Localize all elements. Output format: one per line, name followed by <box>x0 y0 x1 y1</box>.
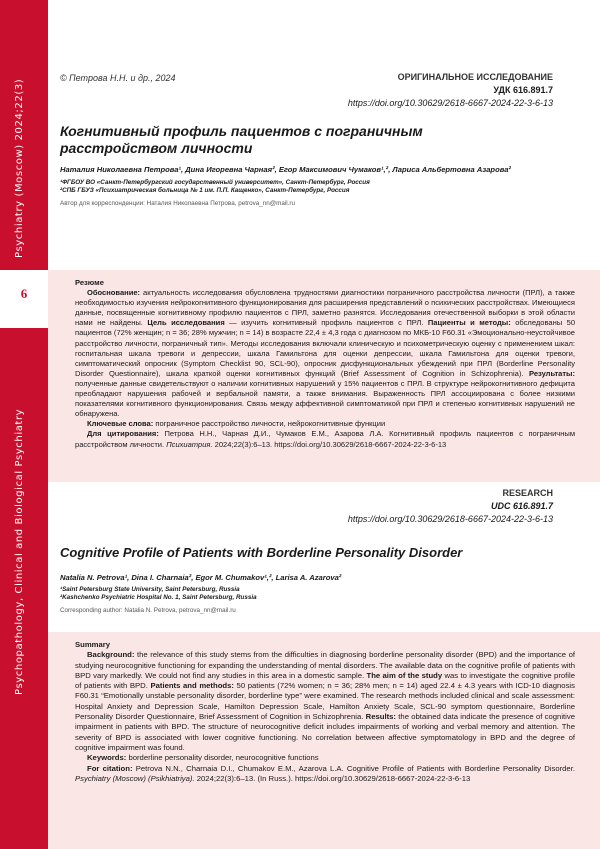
citation-text-en: Petrova N.N., Charnaia D.I., Chumakov E.M., Azarova L.A. Cognitive Profile of Patients with Borderline Personality Disorder. <box>132 763 575 773</box>
keywords-text-en: borderline personality disorder, neurocognitive functions <box>126 753 319 763</box>
results-label-en: Results: <box>365 712 396 722</box>
affiliation-1-en: ¹Saint Petersburg State University, Saint Petersburg, Russia <box>60 586 240 593</box>
aim-label-en: The aim of the study <box>366 670 443 680</box>
citation-rest-en: 2024;22(3):6–13. (In Russ.). https://doi.org/10.30629/2618-6667-2024-22-3-6-13 <box>194 773 471 783</box>
citation-label-ru: Для цитирования: <box>87 429 159 439</box>
title-ru-line2: расстройством личности <box>60 140 253 156</box>
background-text-en: the relevance of this study stems from the difficulties in diagnosing borderline personality disorder (BPD) and the importance of studying neurocognitive functioning for expanding the understanding of mental disorders. The available data on the cognitive profile of patients with BPD vary markedly. We could not find any studies in this area in a domestic sample. <box>75 650 575 680</box>
aim-text-ru: — изучить когнитивный профиль пациентов с ПРЛ. <box>224 318 428 328</box>
citation-ru <box>75 429 575 449</box>
citation-rest-ru: 2024;22(3):6–13. https://doi.org/10.30629/2618-6667-2024-22-3-6-13 <box>212 439 447 449</box>
citation-label-en: For citation: <box>87 763 133 773</box>
authors-ru: Наталия Николаевна Петрова¹, Дина Игоревна Чарная², Егор Максимович Чумаков¹,², Лариса Альбертовна Азарова² <box>60 165 511 174</box>
methods-text-ru: обследованы 50 пациентов (72% женщин; n = 36; 28% мужчин; n = 14) в возрасте 22,4 ± 4,3 года с диагнозом по МКБ-10 F60.31 «Эмоционально-неустойчивое расстройство личности, пограничный тип». Методы исследования включали клиническую и психометрическую оценку с применением шкал: госпитальная шкала тревоги и депрессии, шкала Гамильтона для оценки депрессии, шкала Гамильтона для оценки тревоги, симптоматический опросник (Symptom Checklist 90, SCL-90), опросник дисфункциональных убеждений при ПРЛ (Borderline Personality Disorder Questionnaire), шкала краткой оценки когнитивных функций (Brief Assessment of Cognition in Schizophrenia). <box>75 318 576 378</box>
methods-text-en: 50 patients (72% women; n = 36; 28% men; n = 14) aged 22.4 ± 4.3 years with ICD-10 diagnosis F60.31 “Emotionally unstable personality disorder, borderline type” were examined. The research methods included clinical and scale assessment: Hospital Anxiety and Depression Scale, Hamilton Depression Scale, Hamilton Anxiety Scale, SCL-90 symptom questionnaire, Borderline Personality Disorder Questionnaire, Brief Assessment of Cognition in Schizophrenia. <box>75 681 575 722</box>
citation-journal-ru: Психиатрия. <box>166 439 213 449</box>
results-label-ru: Результаты: <box>528 368 575 378</box>
udk-ru: УДК 616.891.7 <box>493 85 553 95</box>
title-ru-line1: Когнитивный профиль пациентов с пограничным <box>60 123 423 139</box>
keywords-ru <box>75 419 575 429</box>
abstract-ru <box>75 278 575 450</box>
article-type-ru: ОРИГИНАЛЬНОЕ ИССЛЕДОВАНИЕ <box>397 72 553 82</box>
keywords-en <box>75 753 575 763</box>
title-ru <box>60 123 520 157</box>
abstract-en <box>75 640 575 784</box>
corresponding-author-ru: Автор для корреспонденции: Наталия Николаевна Петрова, petrova_nn@mail.ru <box>60 200 296 207</box>
background-label-en: Background: <box>87 650 135 660</box>
methods-label-en: Patients and methods: <box>150 681 234 691</box>
udc-en: UDC 616.891.7 <box>490 501 553 511</box>
citation-text-ru: Петрова Н.Н., Чарная Д.И., Чумаков Е.М., Азарова Л.А. Когнитивный профиль пациентов с пограничным расстройством личности. <box>75 429 576 449</box>
copyright: © Петрова Н.Н. и др., 2024 <box>60 73 176 83</box>
page-number: 6 <box>20 286 28 301</box>
title-en: Cognitive Profile of Patients with Borderline Personality Disorder <box>60 545 463 560</box>
results-text-en: the obtained data indicate the presence of cognitive impairment in patients with BPD. The structure of neurocognitive deficit includes impairments of working and verbal memory and attention. The severity of BPD is associated with lower cognitive functioning. No correlation between affective symptomatology in BPD and the degree of cognitive impairment was found. <box>75 712 576 752</box>
aim-text-en: was to investigate the cognitive profile of patients with BPD. <box>75 670 575 691</box>
affiliation-2-en: ²Kashchenko Psychiatric Hospital No. 1, Saint Petersburg, Russia <box>60 594 257 601</box>
methods-label-ru: Пациенты и методы: <box>427 318 511 328</box>
keywords-text-ru: пограничное расстройство личности, нейрокогнитивные функции <box>153 419 386 429</box>
abstract-ru-body <box>75 288 575 419</box>
citation-en <box>75 764 575 785</box>
abstract-en-body <box>75 650 575 753</box>
doi-ru-link[interactable]: https://doi.org/10.30629/2618-6667-2024-22-3-6-13 <box>347 98 553 108</box>
summary-heading-en: Summary <box>75 640 111 649</box>
results-text-ru: полученные данные свидетельствуют о наличии когнитивных нарушений у 15% пациентов с ПРЛ. В структуре нейрокогнитивного дефицита преобладают нарушения рабочей и вербальной памяти, а также внимания. Выраженность ПРЛ ассоциирована с более низкими показателями когнитивного функционирования. Связь между аффективной симптоматикой при ПРЛ и степенью когнитивных нарушений не обнаружена. <box>75 378 575 419</box>
background-text-ru: актуальность исследования обусловлена трудностями диагностики пограничного расстройства личности (ПРЛ), а также необходимостью изучения нейрокогнитивного функционирования для расширения представлений о психических расстройствах. Имеющиеся данные, посвященные когнитивному профилю пациентов с ПРЛ, заметно разнятся. Исследования отечественной выборки в этой области нами не найдены. <box>75 288 575 328</box>
affiliation-1-ru: ¹ФГБОУ ВО «Санкт-Петербургский государственный университет», Санкт-Петербург, Россия <box>60 179 370 186</box>
citation-journal-en: Psychiatry (Moscow) (Psikhiatriya). <box>75 773 195 783</box>
sidebar-journal-en: Psychopathology, Clinical and Biological Psychiatry <box>14 408 25 695</box>
corresponding-author-en: Corresponding author: Natalia N. Petrova, petrova_nn@mail.ru <box>60 607 236 614</box>
summary-heading-ru: Резюме <box>75 278 104 287</box>
affiliation-2-ru: ²СПБ ГБУЗ «Психиатрическая больница № 1 им. П.П. Кащенко», Санкт-Петербург, Россия <box>60 187 350 194</box>
background-label-ru: Обоснование: <box>87 288 141 298</box>
sidebar-journal-ru: Psychiatry (Moscow) 2024;22(3) <box>14 78 25 258</box>
keywords-label-ru: Ключевые слова: <box>87 419 154 429</box>
article-type-en: RESEARCH <box>502 488 553 498</box>
aim-label-ru: Цель исследования <box>147 318 225 328</box>
authors-en: Natalia N. Petrova¹, Dina I. Charnaia², Egor M. Chumakov¹,², Larisa A. Azarova² <box>60 573 342 582</box>
keywords-label-en: Keywords: <box>87 753 127 763</box>
doi-en-link[interactable]: https://doi.org/10.30629/2618-6667-2024-22-3-6-13 <box>347 514 553 524</box>
